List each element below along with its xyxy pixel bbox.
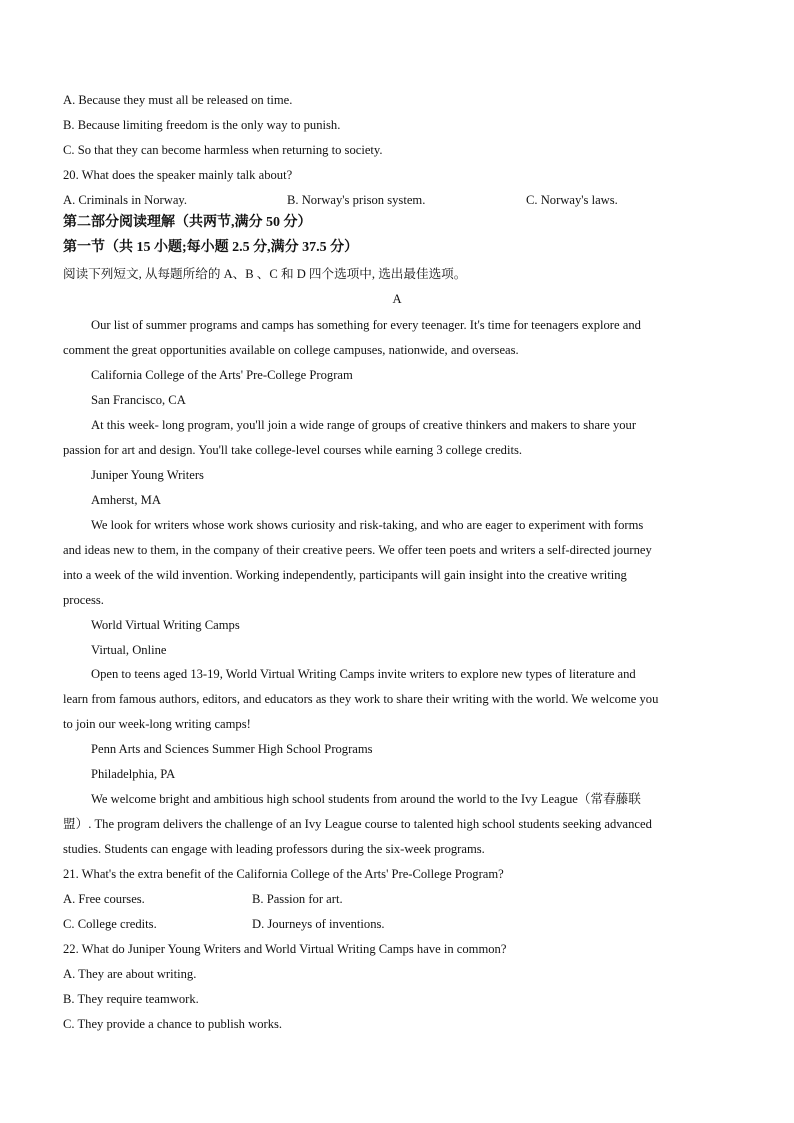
q19-option-c: C. So that they can become harmless when returning to society. <box>63 143 383 157</box>
program2-desc-4: process. <box>63 593 104 607</box>
program3-desc-2: learn from famous authors, editors, and educators as they work to share their writing with the world. We welcome you <box>63 692 659 706</box>
q20-option-a: A. Criminals in Norway. <box>63 193 188 207</box>
program3-name: World Virtual Writing Camps <box>91 618 240 632</box>
q19-option-b: B. Because limiting freedom is the only way to punish. <box>63 118 341 132</box>
program1-desc-2: passion for art and design. You'll take college-level courses while earning 3 college credits. <box>63 443 523 457</box>
q22-option-c: C. They provide a chance to publish works. <box>63 1017 283 1031</box>
program2-desc-3: into a week of the wild invention. Working independently, participants will gain insight into the creative writing <box>63 568 627 582</box>
q21-question: 21. What's the extra benefit of the California College of the Arts' Pre-College Program? <box>63 867 504 881</box>
intro-line-2: comment the great opportunities available on college campuses, nationwide, and overseas. <box>63 343 519 357</box>
program4-desc-2: 盟）. The program delivers the challenge of an Ivy League course to talented high school students seeking advanced <box>63 817 652 831</box>
program1-location: San Francisco, CA <box>91 393 186 407</box>
instruction: 阅读下列短文, 从每题所给的 A、B 、C 和 D 四个选项中, 选出最佳选项。 <box>63 267 467 281</box>
part-title: 第二部分阅读理解（共两节,满分 50 分） <box>63 215 312 230</box>
q21-option-c: C. College credits. <box>63 917 157 931</box>
program4-desc-1: We welcome bright and ambitious high school students from around the world to the Ivy League（常春藤联 <box>91 792 641 806</box>
passage-label: A <box>392 292 402 306</box>
program3-desc-1: Open to teens aged 13-19, World Virtual Writing Camps invite writers to explore new types of literature and <box>91 667 636 681</box>
program4-name: Penn Arts and Sciences Summer High School Programs <box>91 742 373 756</box>
q21-option-a: A. Free courses. <box>63 892 145 906</box>
program2-desc-2: and ideas new to them, in the company of their creative peers. We offer teen poets and writers a self-directed journey <box>63 543 652 557</box>
program1-desc-1: At this week- long program, you'll join a wide range of groups of creative thinkers and makers to share your <box>91 418 637 432</box>
program1-name: California College of the Arts' Pre-College Program <box>91 368 353 382</box>
q22-option-b: B. They require teamwork. <box>63 992 199 1006</box>
program2-desc-1: We look for writers whose work shows curiosity and risk-taking, and who are eager to experiment with forms <box>91 518 644 532</box>
program2-location: Amherst, MA <box>91 493 161 507</box>
program4-location: Philadelphia, PA <box>91 767 176 781</box>
q21-option-d: D. Journeys of inventions. <box>252 917 385 931</box>
intro-line-1: Our list of summer programs and camps has something for every teenager. It's time for teenagers explore and <box>91 318 641 332</box>
program4-desc-3: studies. Students can engage with leading professors during the six-week programs. <box>63 842 485 856</box>
q19-option-a: A. Because they must all be released on time. <box>63 93 293 107</box>
program3-desc-3: to join our week-long writing camps! <box>63 717 251 731</box>
q22-question: 22. What do Juniper Young Writers and World Virtual Writing Camps have in common? <box>63 942 507 956</box>
q20-option-c: C. Norway's laws. <box>526 193 618 207</box>
q21-option-b: B. Passion for art. <box>252 892 343 906</box>
program2-name: Juniper Young Writers <box>91 468 204 482</box>
q20-option-b: B. Norway's prison system. <box>287 193 426 207</box>
q22-option-a: A. They are about writing. <box>63 967 197 981</box>
program3-location: Virtual, Online <box>91 643 167 657</box>
section-title: 第一节（共 15 小题;每小题 2.5 分,满分 37.5 分） <box>63 240 359 255</box>
q20-question: 20. What does the speaker mainly talk about? <box>63 168 293 182</box>
